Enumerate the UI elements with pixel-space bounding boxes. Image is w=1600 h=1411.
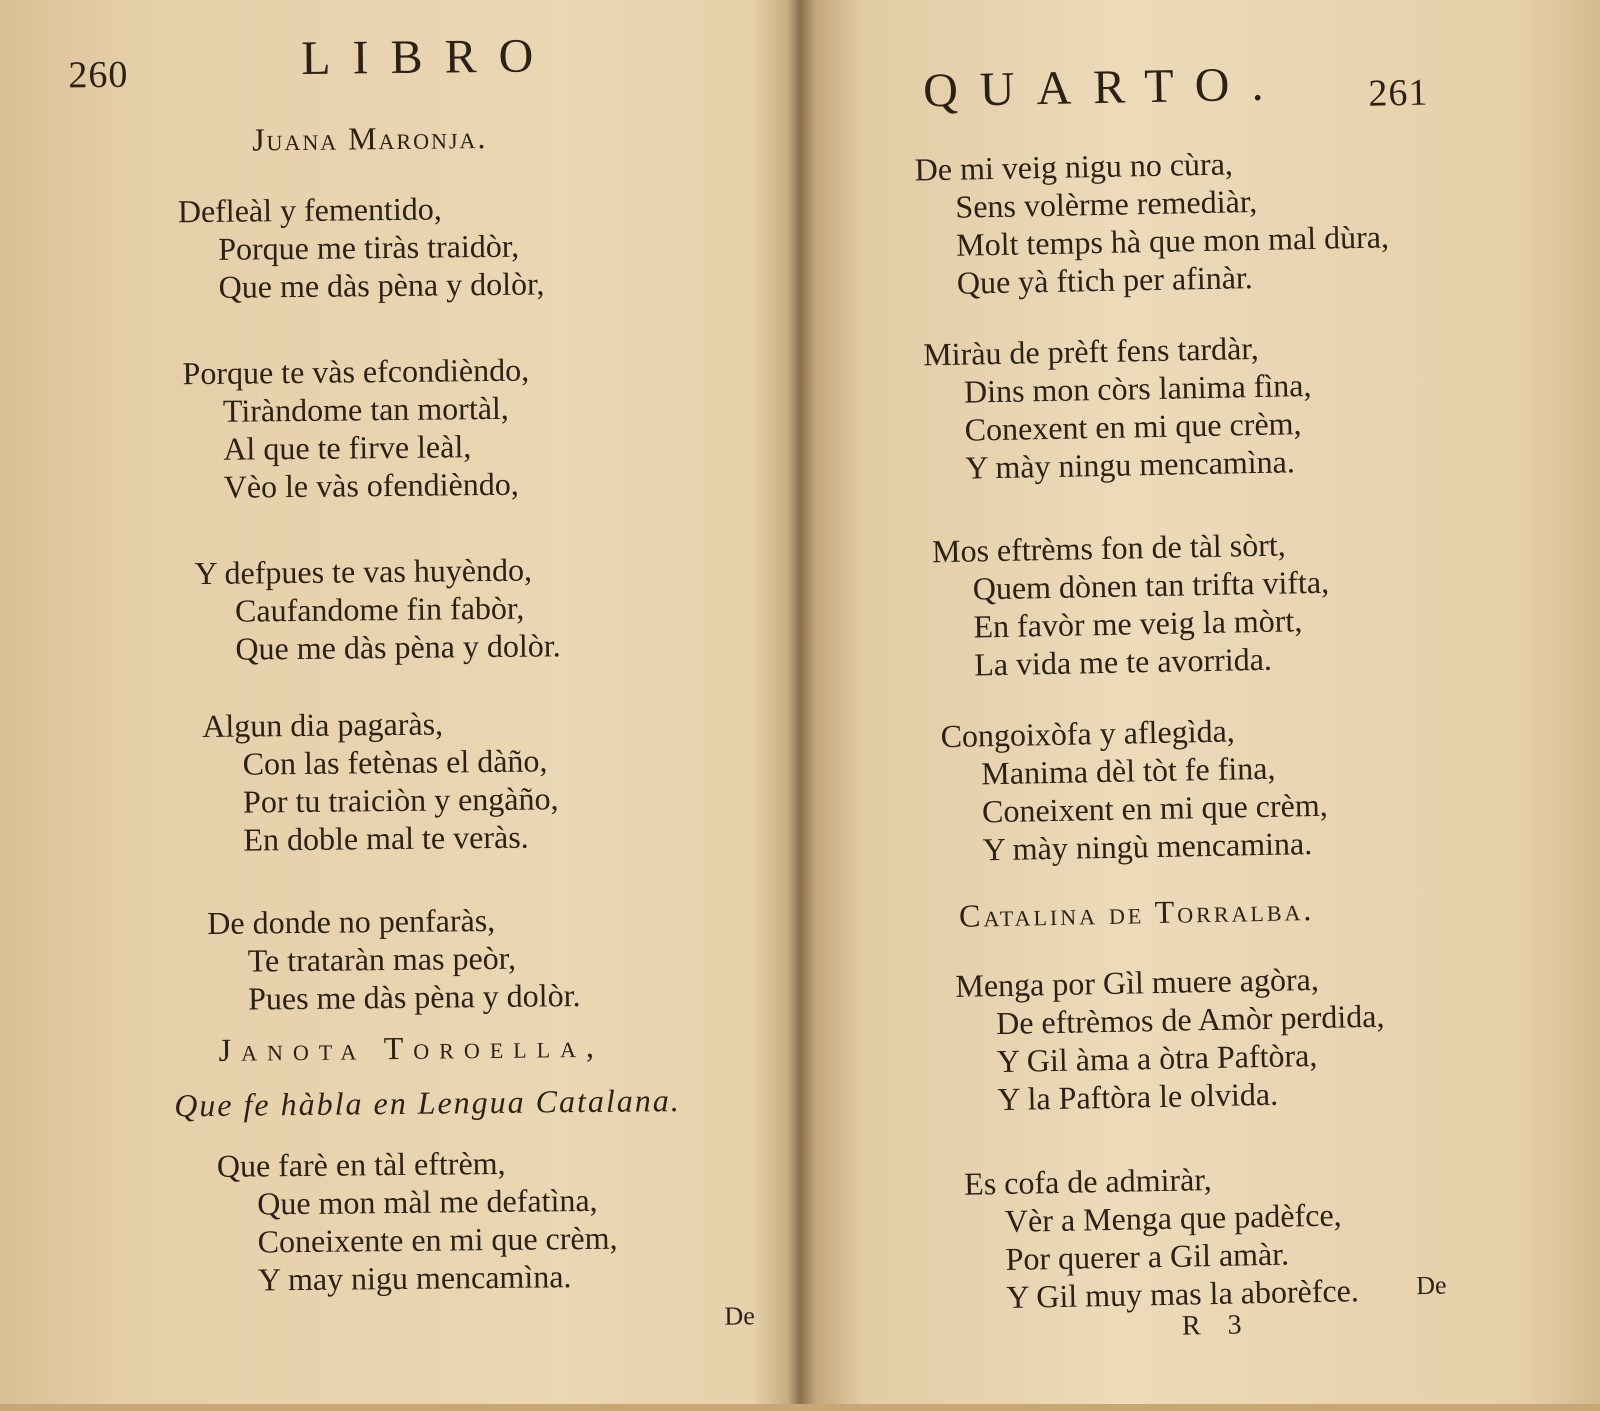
verse-line: Sens volèrme remediàr, [955,182,1258,225]
verse-line: Mos eftrèms fon de tàl sòrt, [931,526,1287,570]
verse-line: Con las fetènas el dàño, [242,742,548,782]
stanza [932,525,1331,685]
section-heading: Janota Toroella, [218,1027,605,1068]
verse-line: Quem dònen tan trifta vifta, [972,563,1330,607]
verse-line: De donde no penfaràs, [207,901,496,941]
verse-line: Manima dèl tòt fe fina, [980,749,1276,792]
verse-line: Que mon màl me defatìna, [257,1181,598,1222]
stanza [914,141,1390,302]
verse-line: Miràu de prèft fens tardàr, [922,329,1260,373]
verse-line: Y defpues te vas huyèndo, [194,551,533,592]
verse-line: Y mày ningu mencamìna. [965,443,1296,486]
verse-line: Vèo le vàs ofendièndo, [223,465,519,505]
verse-line: Y may nigu mencamìna. [257,1258,572,1298]
verse-line: De mi veig nigu no cùra, [914,145,1234,188]
verse-line: En favòr me veig la mòrt, [973,602,1303,645]
verse-line: Y mày ningù mencamina. [982,825,1313,868]
verse-line: Congoixòfa y aflegìda, [940,712,1236,755]
page-number: 261 [1367,71,1429,115]
section-subheading: Que fe hàbla en Lengua Catalana. [174,1082,681,1124]
verse-line: Pues me dàs pèna y dolòr. [247,977,581,1017]
running-head: QUARTO. [922,57,1286,118]
stanza [182,351,530,507]
stanza [955,959,1386,1119]
verse-line: Dins mon còrs lanima fìna, [963,366,1312,410]
verse-line: De eftrèmos de Amòr perdida, [995,997,1385,1042]
verse-line: Vèr a Menga que padèfce, [1004,1196,1342,1239]
stanza [202,703,559,859]
section-heading: Catalina de Torralba. [958,890,1315,934]
stanza [178,188,545,306]
verse-line: Coneixente en mi que crèm, [257,1219,618,1260]
catchword: De [724,1301,755,1331]
verse-line: En doble mal te veràs. [243,818,529,858]
right-page [802,0,1600,1411]
verse-line: Que me dàs pèna y dolòr, [218,265,545,305]
stanza [217,1143,618,1299]
verse-line: Que me dàs pèna y dolòr. [235,627,561,667]
running-head: LIBRO [300,29,556,85]
verse-line: Te trataràn mas peòr, [247,939,517,979]
verse-line: La vida me te avorrida. [973,640,1273,683]
page-number: 260 [68,53,129,97]
stanza [207,900,581,1018]
verse-line: Al que te firve leàl, [223,428,472,467]
section-heading: Juana Maronja. [251,119,488,158]
stanza [194,550,560,668]
verse-line: Molt temps hà que mon mal dùra, [955,218,1390,263]
verse-line: Y Gil àma a òtra Paftòra, [996,1036,1318,1080]
catchword: De [1415,1270,1447,1301]
verse-line: Y Gil muy mas la aborèfce. [1006,1272,1360,1315]
left-page [0,0,797,1408]
stanza [923,328,1313,487]
verse-line: Tiràndome tan mortàl, [222,389,510,429]
verse-line: Por tu traiciòn y engàño, [242,780,559,820]
stanza [964,1157,1359,1317]
verse-line: Y la Paftòra le olvida. [997,1075,1279,1118]
verse-line: Conexent en mi que crèm, [964,405,1302,448]
verse-line: Por querer a Gil amàr. [1005,1235,1290,1277]
stanza [940,710,1329,869]
signature-mark: R 3 [1181,1309,1252,1342]
verse-line: Es cofa de admiràr, [963,1161,1212,1202]
verse-line: Porque me tiràs traidòr, [218,227,520,267]
verse-line: Porque te vàs efcondièndo, [182,351,530,392]
verse-line: Que farè en tàl eftrèm, [216,1144,506,1184]
verse-line: Menga por Gìl muere agòra, [955,960,1320,1004]
verse-line: Defleàl y fementido, [177,190,442,230]
verse-line: Algun dia pagaràs, [202,705,444,745]
verse-line: Que yà ftich per afinàr. [956,259,1254,301]
verse-line: Coneixent en mi que crèm, [981,786,1329,830]
verse-line: Caufandome fin fabòr, [234,589,525,629]
